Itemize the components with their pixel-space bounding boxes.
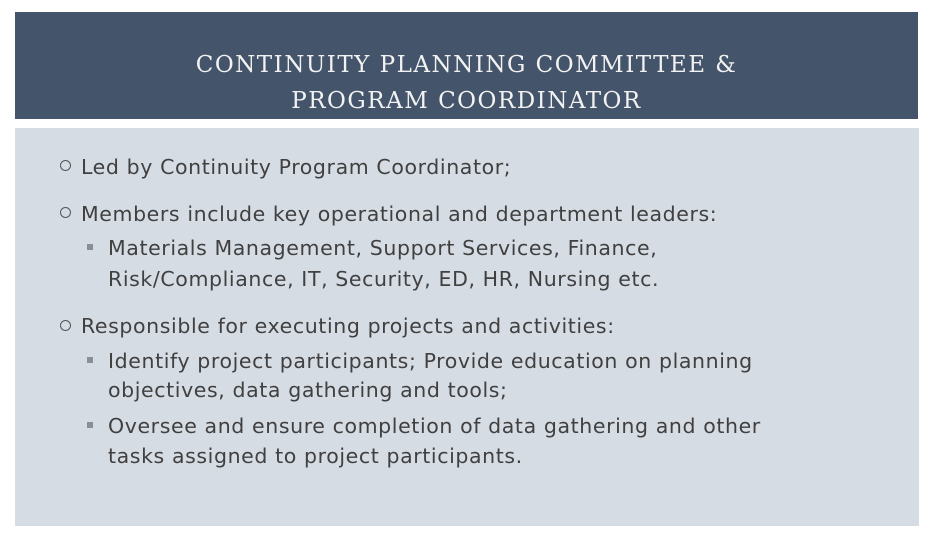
square-bullet-icon: [87, 357, 93, 363]
sub-bullet-text: Oversee and ensure completion of data gathering and other: [108, 414, 761, 438]
bullet-text: Led by Continuity Program Coordinator;: [81, 155, 512, 179]
slide-title-line-2: PROGRAM COORDINATOR: [291, 88, 642, 114]
slide-title-line-1: CONTINUITY PLANNING COMMITTEE &: [195, 52, 738, 78]
circle-bullet-icon: [60, 320, 71, 331]
circle-bullet-icon: [60, 160, 71, 171]
sub-bullet-text: objectives, data gathering and tools;: [108, 378, 508, 402]
circle-bullet-icon: [60, 207, 71, 218]
bullet-text: Responsible for executing projects and activities:: [81, 314, 615, 338]
title-band: [15, 12, 918, 119]
bullet-text: Members include key operational and department leaders:: [81, 202, 718, 226]
square-bullet-icon: [87, 422, 93, 428]
divider: [15, 119, 918, 128]
square-bullet-icon: [87, 244, 93, 250]
sub-bullet-text: Risk/Compliance, IT, Security, ED, HR, Nursing etc.: [108, 267, 660, 291]
sub-bullet-text: tasks assigned to project participants.: [108, 444, 523, 468]
sub-bullet-text: Identify project participants; Provide education on planning: [108, 349, 753, 373]
sub-bullet-text: Materials Management, Support Services, Finance,: [108, 236, 658, 260]
